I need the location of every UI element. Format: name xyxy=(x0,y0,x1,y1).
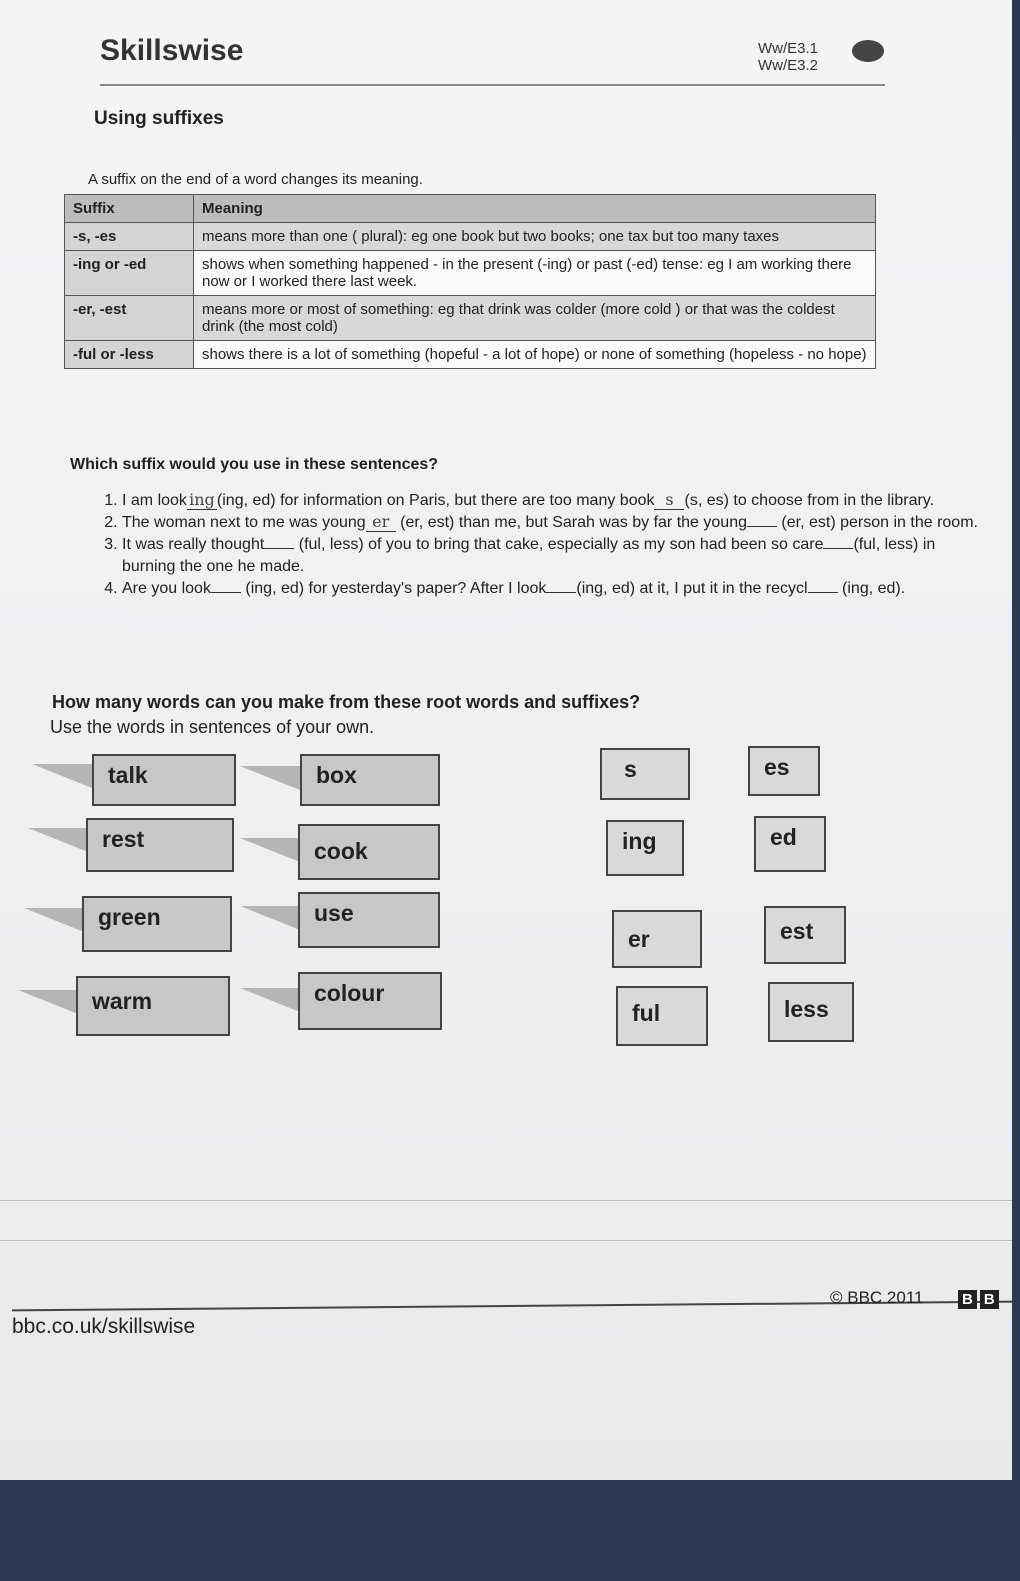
skillswise-logo: Skillswise xyxy=(100,34,244,67)
blank-input[interactable] xyxy=(823,548,853,549)
suffix-cell: -er, -est xyxy=(65,296,194,341)
text: (ing, ed). xyxy=(837,580,906,597)
card-shadow xyxy=(24,908,84,932)
footer-url: bbc.co.uk/skillswise xyxy=(12,1315,196,1338)
text: The woman next to me was young xyxy=(122,514,366,531)
bbc-block: B xyxy=(980,1290,999,1309)
code: Ww/E3.2 xyxy=(758,57,819,74)
table-row xyxy=(65,251,876,296)
meaning-cell: means more than one ( plural): eg one book but two books; one tax but too many taxes xyxy=(194,223,876,251)
text: (ing, ed) at it, I put it in the recycl xyxy=(576,580,808,597)
header-suffix: Suffix xyxy=(65,195,194,223)
text: (ful, less) in burning the one he made. xyxy=(122,536,936,575)
blank-input[interactable] xyxy=(211,592,241,593)
text: (er, est) person in the room. xyxy=(776,514,978,531)
text: (er, est) than me, but Sarah was by far the young xyxy=(395,514,747,531)
table-row xyxy=(65,341,876,369)
text: Are you look xyxy=(122,580,211,597)
code: Ww/E3.1 xyxy=(758,40,819,57)
suffix-card-less: less xyxy=(768,982,854,1042)
suffix-card-s: s xyxy=(600,748,690,800)
bbc-block: B xyxy=(958,1290,977,1309)
suffix-card-ed: ed xyxy=(754,816,826,872)
root-card-use: use xyxy=(298,892,440,948)
question-heading: Which suffix would you use in these sentences? xyxy=(70,456,439,473)
root-card-green: green xyxy=(82,896,232,952)
book-icon xyxy=(852,40,884,62)
table-row xyxy=(65,223,876,251)
blank-input[interactable]: ing xyxy=(187,491,217,510)
blank-input[interactable] xyxy=(808,592,838,593)
sentence-list xyxy=(92,490,982,600)
card-shadow xyxy=(28,828,88,852)
blank-input[interactable] xyxy=(264,548,294,549)
task-heading: How many words can you make from these root words and suffixes? xyxy=(52,692,641,712)
suffix-card-ful: ful xyxy=(616,986,708,1046)
root-card-rest: rest xyxy=(86,818,234,872)
card-shadow xyxy=(240,766,300,790)
root-card-box: box xyxy=(300,754,440,806)
root-card-warm: warm xyxy=(76,976,230,1036)
suffix-card-ing: ing xyxy=(606,820,684,876)
blank-input[interactable] xyxy=(546,592,576,593)
meaning-cell: shows there is a lot of something (hopeful - a lot of hope) or none of something (hopeless - no hope) xyxy=(194,341,876,369)
curriculum-codes xyxy=(758,40,818,74)
meaning-cell: shows when something happened - in the present (-ing) or past (-ed) tense: eg I am working there now or I worked there last week. xyxy=(194,251,876,296)
card-shadow xyxy=(240,988,300,1012)
divider xyxy=(0,1200,1012,1201)
suffix-card-es: es xyxy=(748,746,820,796)
card-shadow xyxy=(240,838,300,862)
root-card-colour: colour xyxy=(298,972,442,1030)
blank-input[interactable]: er xyxy=(366,513,396,532)
text: (ing, ed) for information on Paris, but there are too many book xyxy=(216,492,655,509)
root-card-talk: talk xyxy=(92,754,236,806)
sentence xyxy=(122,512,982,534)
text: (ful, less) of you to bring that cake, especially as my son had been so care xyxy=(294,536,824,553)
card-shadow xyxy=(32,764,92,788)
copyright: © BBC 2011 xyxy=(830,1288,924,1307)
root-card-cook: cook xyxy=(298,824,440,880)
bbc-logo xyxy=(958,1290,999,1309)
suffix-card-er: er xyxy=(612,910,702,968)
suffix-cell: -ful or -less xyxy=(65,341,194,369)
blank-input[interactable] xyxy=(747,526,777,527)
text: (ing, ed) for yesterday's paper? After I look xyxy=(240,580,547,597)
sentence xyxy=(122,578,982,600)
table-row xyxy=(65,296,876,341)
meaning-cell: means more or most of something: eg that drink was colder (more cold ) or that was the coldest drink (the most cold) xyxy=(194,296,876,341)
suffix-cell: -s, -es xyxy=(65,223,194,251)
sentence xyxy=(122,490,982,512)
suffix-table xyxy=(64,194,876,369)
header-meaning: Meaning xyxy=(194,195,876,223)
card-shadow xyxy=(240,906,300,930)
text: (s, es) to choose from in the library. xyxy=(684,492,935,509)
task-instruction: Use the words in sentences of your own. xyxy=(50,717,375,737)
card-shadow xyxy=(18,990,78,1014)
text: I am look xyxy=(122,492,187,509)
divider xyxy=(100,84,885,86)
text: It was really thought xyxy=(122,536,265,553)
divider xyxy=(0,1240,1012,1241)
suffix-card-est: est xyxy=(764,906,846,964)
blank-input[interactable]: s xyxy=(654,491,684,510)
page-title: Using suffixes xyxy=(94,108,224,129)
sentence xyxy=(122,534,982,578)
intro-text: A suffix on the end of a word changes its meaning. xyxy=(88,171,423,188)
suffix-cell: -ing or -ed xyxy=(65,251,194,296)
